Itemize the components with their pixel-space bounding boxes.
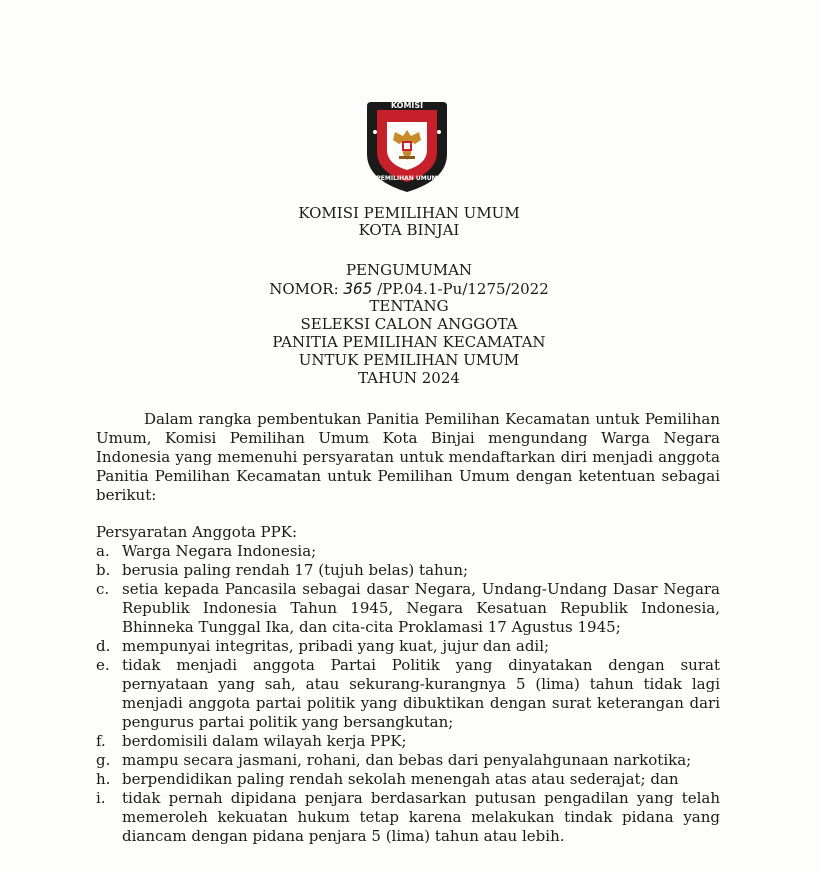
list-marker: a. [96, 542, 110, 560]
list-marker: e. [96, 656, 110, 674]
list-item [96, 770, 720, 789]
tentang-label: TENTANG [369, 297, 449, 315]
nomor-label: NOMOR: [269, 280, 339, 298]
list-item-text: Warga Negara Indonesia; [122, 542, 317, 560]
list-marker: c. [96, 580, 110, 598]
list-item-text: berpendidikan paling rendah sekolah menengah atas atau sederajat; dan [122, 770, 679, 788]
list-item [96, 656, 720, 732]
city-name: KOTA BINJAI [358, 221, 460, 239]
announcement-number [0, 280, 818, 298]
subject-line: PANITIA PEMILIHAN KECAMATAN [272, 333, 546, 351]
list-item [96, 789, 720, 846]
list-item-text: berdomisili dalam wilayah kerja PPK; [122, 732, 407, 750]
intro-paragraph: Dalam rangka pembentukan Panitia Pemilihan Kecamatan untuk Pemilihan Umum, Komisi Pemilihan Umum Kota Binjai mengundang Warga Negara Indonesia yang memenuhi persyaratan untuk mendaftarkan diri menjadi anggota Panitia Pemilihan Kecamatan untuk Pemilihan Umum dengan ketentuan sebagai berikut: [96, 410, 720, 504]
list-item-text: tidak menjadi anggota Partai Politik yang dinyatakan dengan surat pernyataan yang sah, atau sekurang-kurangnya 5 (lima) tahun tidak lagi menjadi anggota partai politik yang dibuktikan dengan surat keterangan dari pengurus partai politik yang bersangkutan; [122, 656, 720, 731]
list-item-text: tidak pernah dipidana penjara berdasarkan putusan pengadilan yang telah memeroleh kekuatan hukum tetap karena melakukan tindak pidana yang diancam dengan pidana penjara 5 (lima) tahun atau lebih. [122, 789, 720, 845]
subject-line: UNTUK PEMILIHAN UMUM [298, 351, 520, 369]
list-item [96, 751, 720, 770]
list-marker: f. [96, 732, 106, 750]
list-item [96, 561, 720, 580]
logo-text-bottom: PEMILIHAN UMUM [376, 175, 438, 182]
list-item [96, 732, 720, 751]
announcement-title: PENGUMUMAN [345, 261, 473, 279]
nomor-handwritten: 365 [343, 279, 373, 298]
list-item [96, 580, 720, 637]
subject-line: SELEKSI CALON ANGGOTA [300, 315, 518, 333]
list-item-text: mampu secara jasmani, rohani, dan bebas dari penyalahgunaan narkotika; [122, 751, 692, 769]
org-name: KOMISI PEMILIHAN UMUM [298, 204, 520, 222]
subject-line: TAHUN 2024 [358, 369, 460, 387]
kpu-logo [363, 96, 451, 194]
list-item-text: berusia paling rendah 17 (tujuh belas) tahun; [122, 561, 469, 579]
list-item-text: mempunyai integritas, pribadi yang kuat, jujur dan adil; [122, 637, 550, 655]
letterhead [0, 205, 818, 239]
announcement-heading [0, 262, 818, 388]
list-marker: b. [96, 561, 111, 579]
list-marker: i. [96, 789, 106, 807]
list-marker: d. [96, 637, 111, 655]
list-marker: g. [96, 751, 111, 769]
list-item-text: setia kepada Pancasila sebagai dasar Negara, Undang-Undang Dasar Negara Republik Indonesia Tahun 1945, Negara Kesatuan Republik Indonesia, Bhinneka Tunggal Ika, dan cita-cita Proklamasi 17 Agustus 1945; [122, 580, 720, 636]
requirements-list [96, 542, 720, 846]
requirements-title: Persyaratan Anggota PPK: [96, 523, 298, 541]
logo-text-top: KOMISI [390, 101, 424, 110]
nomor-code: /PP.04.1-Pu/1275/2022 [377, 280, 549, 298]
list-item [96, 637, 720, 656]
list-marker: h. [96, 770, 111, 788]
list-item [96, 542, 720, 561]
